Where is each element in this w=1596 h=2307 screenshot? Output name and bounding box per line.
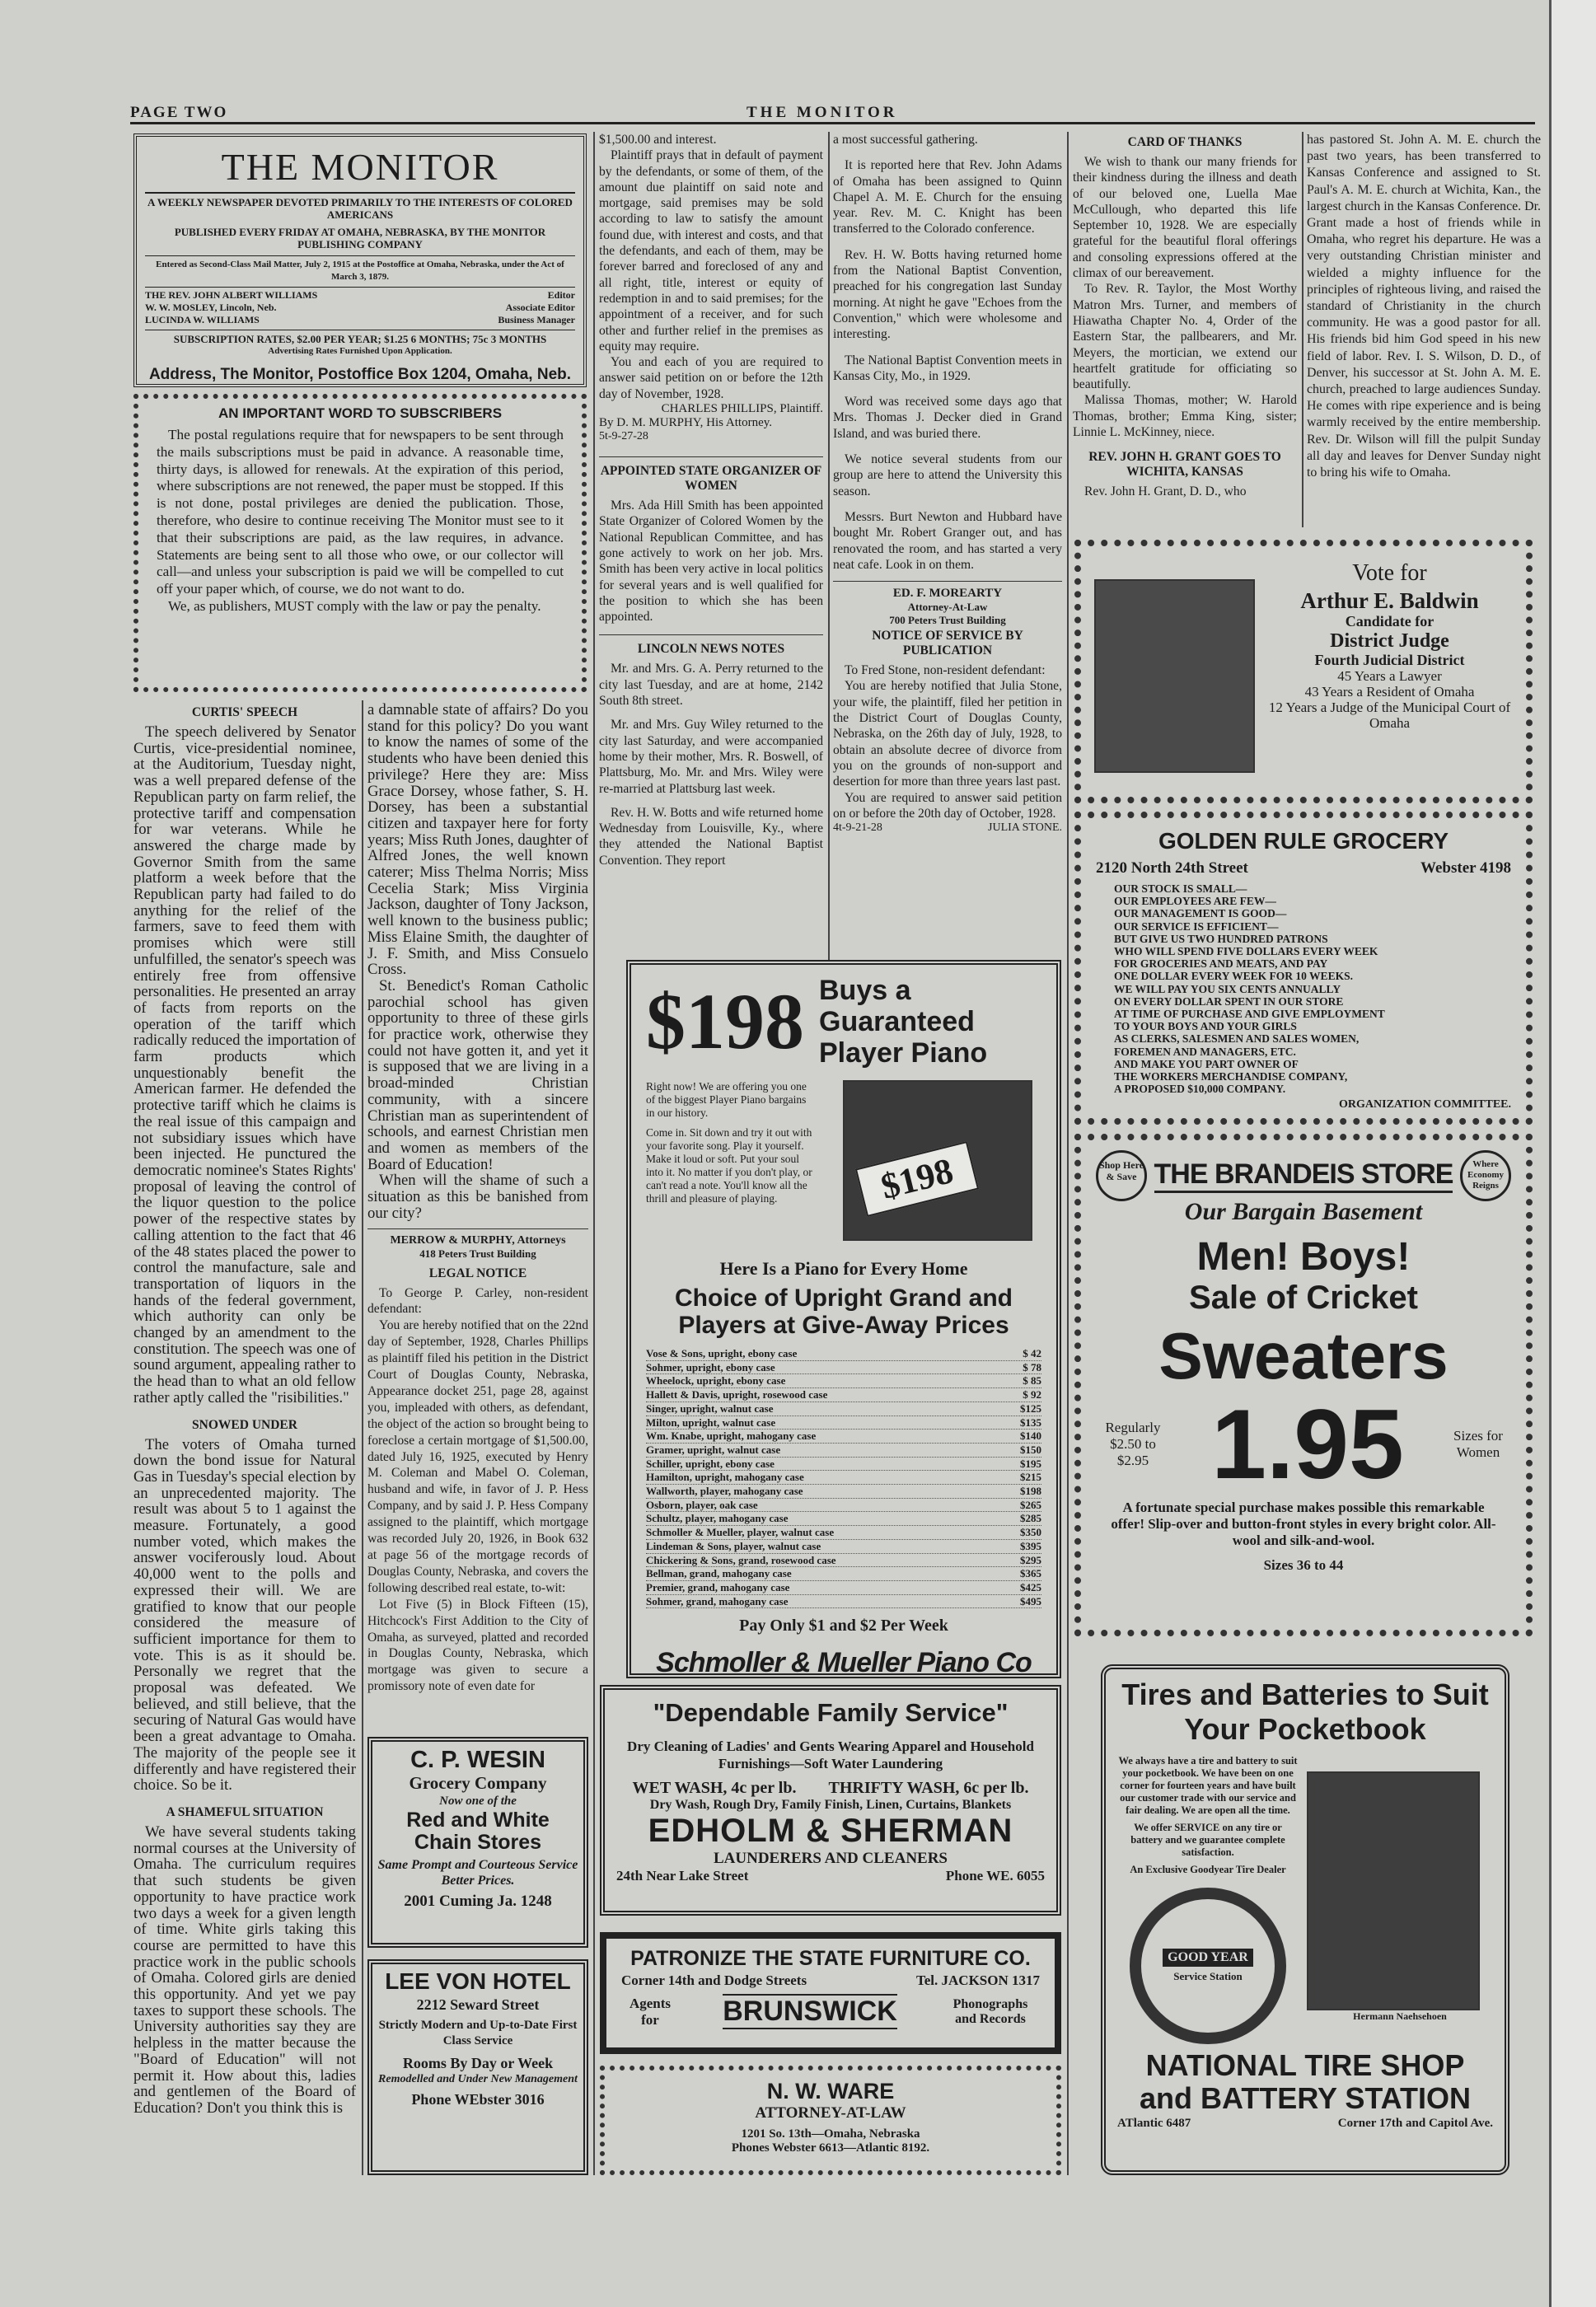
baldwin-office: District Judge <box>1330 630 1449 652</box>
ware-ad <box>600 2066 1061 2175</box>
piano-list-price: $495 <box>1020 1594 1041 1607</box>
brandeis-desc: A fortunate special purchase makes possible this remarkable offer! Slip-over and button-front styles in every bright color. All-wool and silk-and-wool. <box>1111 1500 1496 1548</box>
legal-lot: Lot Five (5) in Block Fifteen (15), Hitchcock's First Addition to the City of Omaha, as surveyed, platted and recorded in Douglas County, Nebraska, which mortgage was given to secure a promissory note of even date for <box>367 1597 588 1694</box>
baldwin-years-resident: 43 Years a Resident of Omaha <box>1304 684 1475 700</box>
golden-line: WHO WILL SPEND FIVE DOLLARS EVERY WEEK <box>1114 945 1378 958</box>
brandeis-price: 1.95 <box>1211 1389 1404 1500</box>
col-rule <box>1067 132 1069 2175</box>
masthead-entered: Entered as Second-Class Mail Matter, July 2, 1915 at the Postoffice at Omaha, Nebraska, under the Act of March 3, 1879. <box>145 255 575 283</box>
piano-list-item: Milton, upright, walnut case <box>646 1416 776 1429</box>
attorney-name: MERROW & MURPHY, Attorneys <box>390 1233 566 1247</box>
tires-service: We offer SERVICE on any tire or battery and we guarantee complete satisfaction. <box>1130 1822 1285 1858</box>
staff-name: THE REV. JOHN ALBERT WILLIAMS <box>145 289 318 301</box>
piano-list-item: Wallworth, player, mahogany case <box>646 1485 803 1498</box>
ware-title: ATTORNEY-AT-LAW <box>755 2104 906 2122</box>
golden-line: OUR SERVICE IS EFFICIENT— <box>1114 920 1279 933</box>
piano-picture <box>826 1080 1041 1245</box>
col4-continued: a most successful gathering. <box>833 133 978 147</box>
baldwin-name: Arthur E. Baldwin <box>1300 588 1479 613</box>
service-signature <box>833 821 1062 835</box>
piano-list-price: $135 <box>1020 1416 1041 1429</box>
morearty-address: 700 Peters Trust Building <box>889 614 1006 627</box>
brandeis-economy-badge: Where Economy Reigns <box>1460 1150 1511 1201</box>
service-code: 4t-9-21-28 <box>833 821 882 835</box>
piano-list-price: $195 <box>1020 1457 1041 1470</box>
golden-line: FOR GROCERIES AND MEATS, AND PAY <box>1114 957 1328 971</box>
piano-list-row <box>646 1485 1041 1499</box>
edholm-address: 24th Near Lake Street <box>616 1868 749 1884</box>
column-2 <box>367 702 588 1765</box>
golden-line: BUT GIVE US TWO HUNDRED PATRONS <box>1114 932 1328 945</box>
golden-lines <box>1096 882 1511 1095</box>
baldwin-years-judge: 12 Years a Judge of the Municipal Court of Omaha <box>1268 700 1511 731</box>
piano-list-row <box>646 1595 1041 1609</box>
wesin-now: Now one of the <box>439 1795 517 1808</box>
piano-list-item: Sohmer, upright, ebony case <box>646 1360 775 1373</box>
piano-price-tag: $198 <box>855 1141 979 1217</box>
leevon-address: 2212 Seward Street <box>416 1996 540 2013</box>
service-answer: You are required to answer said petition on or before the 20th day of October, 1928. <box>833 790 1062 821</box>
piano-price: $198 <box>646 977 804 1065</box>
col3-para: You and each of you are required to answer said petition on or before the 12th day of November, 1928. <box>599 355 823 401</box>
brandeis-men-boys: Men! Boys! <box>1196 1235 1411 1279</box>
col2-para: St. Benedict's Roman Catholic parochial school has given opportunity to three of these girls for practice work, otherwise they could not have gotten it, and yet it is supposed that we are living in a broad-minded Christian community, with a sincere Christian man as superintendent of schools, and earnest Christian men and women as members of the Board of Education! <box>367 976 588 1173</box>
col2-continued: a damnable state of affairs? Do you stand for this policy? Do you want to know the names of some of the students who have been denied this privilege? Here they are: Miss Grace Dorsey, whose father, S. H. Dorsey, has been a substantial citizen and taxpayer here for forty years; Miss Ruth Jones, daughter of Alfred Jones, the well known caterer; Miss Thelma Norris; Miss Cecelia Stark; Miss Virginia Jackson, daughter of Tony Jackson, well known to the business public; Miss Elaine Smith, the daughter of J. F. Smith, and Miss Consuelo Cross. <box>367 702 588 979</box>
wesin-address: 2001 Cuming Ja. 1248 <box>404 1893 552 1910</box>
organizer-headline: APPOINTED STATE ORGANIZER OF WOMEN <box>599 456 823 494</box>
col-rule <box>362 700 363 2175</box>
service-sig: JULIA STONE. <box>988 821 1062 835</box>
golden-line: OUR MANAGEMENT IS GOOD— <box>1114 907 1287 920</box>
column-5 <box>1073 132 1297 527</box>
furniture-ad <box>600 1932 1061 2054</box>
leevon-rooms: Rooms By Day or Week <box>402 2055 554 2071</box>
piano-list-row <box>646 1444 1041 1458</box>
masthead-title: THE MONITOR <box>221 146 499 188</box>
piano-list-row <box>646 1402 1041 1416</box>
piano-list-item: Singer, upright, walnut case <box>646 1402 774 1415</box>
golden-phone: Webster 4198 <box>1420 859 1511 877</box>
masthead-published: PUBLISHED EVERY FRIDAY AT OMAHA, NEBRASKA, BY THE MONITOR PUBLISHING COMPANY <box>174 226 546 250</box>
paper-name: THE MONITOR <box>747 104 898 121</box>
piano-list-item: Wheelock, upright, ebony case <box>646 1374 786 1387</box>
piano-list-row <box>646 1374 1041 1388</box>
golden-address-line <box>1096 859 1511 877</box>
tires-headline: Tires and Batteries to Suit Your Pocketbook <box>1121 1678 1489 1746</box>
piano-list-item: Schmoller & Mueller, player, walnut case <box>646 1526 835 1539</box>
subscribers-box <box>133 394 587 692</box>
piano-list-item: Premier, grand, mahogany case <box>646 1580 790 1593</box>
morearty-block <box>833 581 1062 627</box>
grant-continued: has pastored St. John A. M. E. church the past two years, has been transferred to Kansas Conference and assigned to St. Paul's A. M. E. church at Wichita, Kan., the largest church in the Kansas Conference. Dr. Grant made a host of friends while in Omaha, who regret his departure. He was a very outstanding Christian minister and wielded a mighty influence for the principles of righteous living, and raised the standard of Christianity in the church community. He was a good pastor for all. His friends bid him God speed in his new field of labor. Rev. I. S. Wilson, D. D., of Denver, his successor at St. John A. M. E. church, preached to large audiences Sunday. He comes with ripe experience and is being warmly received by the entire membership. Rev. Dr. Wilson will fill the pulpit Sunday all day and leaves for Denver Sunday night to bring his wife to Omaha. <box>1307 133 1541 480</box>
piano-list-price: $ 85 <box>1023 1374 1041 1387</box>
thanks-body: We wish to thank our many friends for their kindness during the illness and death of our beloved one, Luella Mae McCullough, who departed this life September 10, 1928. We are especially grateful for the beautiful floral offerings and consoling expressions offered at the climax of our bereavement. <box>1073 155 1297 281</box>
masthead-box <box>133 133 587 387</box>
piano-list-item: Osborn, player, oak case <box>646 1498 758 1511</box>
lincoln-note: Mr. and Mrs. G. A. Perry returned to the city last Tuesday, and are at home, 2142 South 8th street. <box>599 662 823 709</box>
baldwin-district: Fourth Judicial District <box>1314 652 1465 668</box>
staff-role: Business Manager <box>498 314 575 325</box>
baldwin-vote: Vote for <box>1352 560 1427 586</box>
column-4 <box>833 132 1062 956</box>
masthead-address: Address, The Monitor, Postoffice Box 1204, Omaha, Neb. <box>148 366 572 383</box>
piano-list-item: Vose & Sons, upright, ebony case <box>646 1347 798 1359</box>
piano-ad <box>626 960 1061 1678</box>
edholm-ad <box>600 1685 1061 1916</box>
piano-here: Here Is a Piano for Every Home <box>719 1258 968 1279</box>
edholm-phone: Phone WE. 6055 <box>945 1868 1045 1884</box>
leevon-ad <box>367 1959 588 2175</box>
furniture-address-line <box>621 1972 1040 1989</box>
piano-price-list <box>646 1347 1041 1608</box>
piano-list-row <box>646 1567 1041 1581</box>
tires-dealer: An Exclusive Goodyear Tire Dealer <box>1130 1864 1286 1875</box>
brandeis-name: THE BRANDEIS STORE <box>1154 1158 1453 1193</box>
col-rule <box>828 132 830 964</box>
piano-list-item: Sohmer, grand, mahogany case <box>646 1594 789 1607</box>
piano-list-item: Gramer, upright, walnut case <box>646 1443 781 1456</box>
subscribers-body: The postal regulations require that for newspapers to be sent through the mails subscriptions must be paid in advance. A reasonable time, thirty days, is allowed for renewals. At the expiration of this period, where subscriptions are not renewed, the paper must be stopped. If this is not done, postal privileges are denied the publication. Those, therefore, who desire to continue receiving The Monitor must see to it that their subscriptions are paid, as the law requires, in advance. Statements are being sent to all those who owe, or our collector will call—and unless your subscription is paid we will be compelled to cut off your paper which, of course, we do not want to do. <box>157 427 564 597</box>
piano-list-row <box>646 1540 1041 1554</box>
piano-list-row <box>646 1388 1041 1402</box>
grant-body: Rev. John H. Grant, D. D., who <box>1084 484 1247 499</box>
piano-list-row <box>646 1581 1041 1595</box>
ware-name: N. W. WARE <box>766 2079 895 2103</box>
piano-list-row <box>646 1499 1041 1513</box>
brandeis-ad <box>1074 1134 1533 1636</box>
furniture-agents: Agents for <box>629 1995 672 2028</box>
golden-signature: ORGANIZATION COMMITTEE. <box>1339 1098 1511 1111</box>
piano-list-price: $425 <box>1020 1580 1041 1593</box>
edholm-thrifty: THRIFTY WASH, 6c per lb. <box>828 1779 1029 1797</box>
legal-notice-title: LEGAL NOTICE <box>428 1266 527 1280</box>
col-rule <box>1302 132 1303 527</box>
attorney-address: 418 Peters Trust Building <box>419 1247 536 1260</box>
legal-to: To George P. Carley, non-resident defendant: <box>367 1285 588 1317</box>
snowed-headline: SNOWED UNDER <box>192 1417 297 1432</box>
piano-list-row <box>646 1458 1041 1472</box>
wesin-ad <box>367 1737 588 1948</box>
thanks-signature: Malissa Thomas, mother; W. Harold Thomas, brother; Emma King, sister; Linnie L. McKinney, niece. <box>1073 393 1297 440</box>
piano-list-row <box>646 1416 1041 1430</box>
golden-line: AND MAKE YOU PART OWNER OF <box>1114 1057 1299 1070</box>
masthead-advert: Advertising Rates Furnished Upon Application. <box>268 346 452 356</box>
column-3 <box>599 132 823 964</box>
staff-name: W. W. MOSLEY, Lincoln, Neb. <box>145 302 277 313</box>
col3-continued: $1,500.00 and interest. <box>599 133 717 147</box>
curtis-body: The speech delivered by Senator Curtis, vice-presidential nominee, at the Auditorium, Tuesday night, was a well prepared defense of the Republican party on farm relief, the protective tariff and compensation for war veterans. While he answered the charge made by Governor Smith from the same platform a week before that the Republican party had failed to do anything for the relief of the farmers, save to feed them with promises which were still unfulfilled, the senator's speech was entirely free from offensive personalities. He presented an array of facts from reports on the operation of the tariff which radically reduced the importation of farm products which unquestionably benefit the American farmer. He defended the protective tariff which he claims is the real issue of this campaign and not subsidiary issues which have been injected. He punctured the democratic nominee's States Rights' proposal of leaving the control of the liquor question to the police power of the respective states by calling attention to the fact that 46 of the 48 states placed the power to control the manufacture, sale and transportation of liquors in the hands of the federal government, which authority can only be changed by an amendment to the constitution. The speech was one of sound argument, appealing rather to the head than to what an old fellow rather aptly called the "risibilities." <box>133 723 356 1406</box>
golden-line: WE WILL PAY YOU SIX CENTS ANNUALLY <box>1114 982 1341 995</box>
service-notice-title: NOTICE OF SERVICE BY PUBLICATION <box>872 629 1023 658</box>
golden-address: 2120 North 24th Street <box>1096 859 1248 877</box>
piano-intro: Right now! We are offering you one of the biggest Player Piano bargains in our history. <box>646 1080 807 1119</box>
golden-line: AS CLERKS, SALESMEN AND SALES WOMEN, <box>1114 1032 1360 1046</box>
morearty-title: Attorney-At-Law <box>907 601 988 614</box>
curtis-headline: CURTIS' SPEECH <box>191 705 298 719</box>
tires-corner: Corner 17th and Capitol Ave. <box>1337 2117 1493 2130</box>
wesin-company: Grocery Company <box>409 1773 547 1793</box>
brandeis-regular: Regularly $2.50 to $2.95 <box>1105 1420 1161 1468</box>
tires-footer <box>1117 2117 1493 2131</box>
piano-list-row <box>646 1347 1041 1361</box>
brandeis-sweaters: Sweaters <box>1158 1319 1449 1392</box>
tires-shop: NATIONAL TIRE SHOP and BATTERY STATION <box>1140 2048 1471 2115</box>
furniture-brand: BRUNSWICK <box>723 1994 897 2029</box>
service-body: You are hereby notified that Julia Stone, your wife, the plaintiff, filed her petition in the District Court of Douglas County, Nebraska, on the 26th day of July, 1928, to obtain an absolute decree of divorce from you on the grounds of non-support and desertion for more than three years last past. <box>833 679 1062 789</box>
piano-list-item: Hallett & Davis, upright, rosewood case <box>646 1388 828 1402</box>
organizer-body: Mrs. Ada Hill Smith has been appointed State Organizer of Colored Women by the National Republican Committee, and has gone actively to work on her job. Mrs. Smith has been very active in local politics for several years and is well qualified for the position to which she has been appointed. <box>599 498 823 625</box>
wesin-service: Same Prompt and Courteous Service Better Prices. <box>377 1858 578 1888</box>
piano-list-item: Chickering & Sons, grand, rosewood case <box>646 1553 836 1566</box>
attorney-block <box>367 1228 588 1261</box>
edholm-footer <box>616 1868 1045 1884</box>
brandeis-sub: Our Bargain Basement <box>1184 1198 1423 1225</box>
header-rule <box>130 122 1535 124</box>
piano-come: Come in. Sit down and try it out with your favorite song. Play it yourself. Make it loud or soft. Put your soul into it. No matter if you don't play, or can't read a note. You'll know all the thrill and pleasure of playing. <box>646 1126 812 1205</box>
morearty-name: ED. F. MOREARTY <box>892 587 1003 601</box>
tires-body: We always have a tire and battery to suit your pocketbook. We have been on one corner for fourteen years and have built our customer trade with our service and fair dealing. We are open all the time. <box>1118 1755 1298 1816</box>
piano-list-item: Wm. Knabe, upright, mahogany case <box>646 1430 817 1443</box>
piano-list-item: Schultz, player, mahogany case <box>646 1512 789 1525</box>
col4-para: We notice several students from our group are here to attend the University this season. <box>833 452 1062 498</box>
furniture-headline: PATRONIZE THE STATE FURNITURE CO. <box>630 1947 1031 1970</box>
piano-company: Schmoller & Mueller Piano Co <box>656 1647 1032 1678</box>
brandeis-sizes: Sizes 36 to 44 <box>1263 1557 1344 1573</box>
piano-list-price: $ 42 <box>1023 1347 1041 1359</box>
golden-line: TO YOUR BOYS AND YOUR GIRLS <box>1114 1020 1297 1033</box>
golden-line: OUR STOCK IS SMALL— <box>1114 882 1247 895</box>
masthead-tagline: A WEEKLY NEWSPAPER DEVOTED PRIMARILY TO THE INTERESTS OF COLORED AMERICANS <box>145 192 575 221</box>
golden-line: AT TIME OF PURCHASE AND GIVE EMPLOYMENT <box>1114 1008 1385 1021</box>
col4-para: It is reported here that Rev. John Adams of Omaha has been assigned to Quinn Chapel A. M. E. Church for the ensuing year. Rev. M. C. Knight has been transferred to the Colorado conference. <box>833 158 1062 236</box>
piano-list-row <box>646 1471 1041 1485</box>
wesin-name: C. P. WESIN <box>410 1747 545 1773</box>
thanks-body: To Rev. R. Taylor, the Most Worthy Matron Mrs. Turner, and members of Hiawatha Chapter No. 4, Order of the Eastern Star, the pallbearers, and Mr. Meyers, the mortician, we extend our heartfelt gratitude for officiating so beautifully. <box>1073 282 1297 392</box>
goodyear-station: Service Station <box>1173 1970 1243 1982</box>
tires-phone: ATlantic 6487 <box>1117 2117 1191 2130</box>
edholm-dry: Dry Wash, Rough Dry, Family Finish, Linen, Curtains, Blankets <box>649 1798 1012 1812</box>
piano-list-price: $ 92 <box>1023 1388 1041 1402</box>
shameful-headline: A SHAMEFUL SITUATION <box>166 1805 324 1819</box>
subscribers-closing: We, as publishers, MUST comply with the law or pay the penalty. <box>168 597 541 614</box>
golden-line: FOREMEN AND MANAGERS, ETC. <box>1114 1045 1296 1058</box>
piano-list-item: Schiller, upright, ebony case <box>646 1457 775 1470</box>
col4-para: Rev. H. W. Botts having returned home from the National Baptist Convention, preached for his congregation last Sunday morning. At night he gave "Echoes from the Convention," which were wholesome and interesting. <box>833 247 1062 342</box>
staff-name: LUCINDA W. WILLIAMS <box>145 314 260 325</box>
column-6 <box>1307 132 1541 527</box>
baldwin-candidate: Candidate for <box>1345 613 1435 629</box>
piano-list-row <box>646 1361 1041 1375</box>
lincoln-note: Rev. H. W. Botts and wife returned home Wednesday from Louisville, Ky., where they attended the National Baptist Convention. They report <box>599 805 823 868</box>
baldwin-ad <box>1074 540 1533 803</box>
piano-list-row <box>646 1430 1041 1444</box>
brandeis-sizes-women: Sizes for Women <box>1453 1428 1503 1460</box>
shameful-body: We have several students taking normal courses at the University of Omaha. The curriculum requires that such students be given opportunity to have practice work two days a week for a given length of time. White girls taking this course are permitted to have this practice work in the public schools of Omaha. Colored girls are denied this opportunity. And yet we pay taxes to support these schools. The University authorities say they are helpless in the matter because the "Board of Education" will not permit it. How about this, ladies and gentlemen of the Board of Education? Don't you think this is <box>133 1823 356 2117</box>
brandeis-shop-badge: Shop Here & Save <box>1096 1150 1147 1201</box>
furniture-phono: Phonographs and Records <box>952 1996 1028 2026</box>
edholm-sub: LAUNDERERS AND CLEANERS <box>714 1850 948 1867</box>
lincoln-headline: LINCOLN NEWS NOTES <box>599 634 823 657</box>
furniture-address: Corner 14th and Dodge Streets <box>621 1972 807 1988</box>
piano-list-price: $125 <box>1020 1402 1041 1415</box>
piano-list-price: $295 <box>1020 1553 1041 1566</box>
edholm-rates <box>616 1779 1045 1798</box>
col3-para: Plaintiff prays that in default of payment by the defendants, or some of them, of the amount due plaintiff on said note and mortgage, said premises may be sold according to law to satisfy the amount found due, with interest and costs, and that the defendants, and each of them, may be forever barred and foreclosed of any and all right, title, interest or equity of redemption in and to said premises; for the appointment of a receiver, and for such other and further relief in the premises as equity may require. <box>599 148 823 353</box>
piano-list-price: $140 <box>1020 1430 1041 1443</box>
tires-ad <box>1101 1664 1509 2175</box>
furniture-agents-line <box>621 1994 1040 2029</box>
grant-headline: REV. JOHN H. GRANT GOES TO WICHITA, KANSAS <box>1088 450 1281 480</box>
subscribers-title: AN IMPORTANT WORD TO SUBSCRIBERS <box>218 405 503 421</box>
staff-role: Associate Editor <box>505 302 575 313</box>
staff-role: Editor <box>547 289 575 301</box>
leevon-remodel: Remodelled and Under New Management <box>378 2073 578 2085</box>
golden-name: GOLDEN RULE GROCERY <box>1158 828 1449 854</box>
baldwin-years-lawyer: 45 Years a Lawyer <box>1337 668 1442 684</box>
masthead-rates: SUBSCRIPTION RATES, $2.00 PER YEAR; $1.25 6 MONTHS; 75c 3 MONTHS <box>145 330 575 345</box>
piano-list-price: $285 <box>1020 1512 1041 1525</box>
goodyear-label: GOOD YEAR <box>1163 1949 1253 1967</box>
snowed-body: The voters of Omaha turned down the bond issue for Natural Gas in Tuesday's special election by an unprecedented majority. The result was about 5 to 1 against the measure. Fortunately, a good number voted, which makes the answer vociferously loud. About 40,000 went to the polls and expressed their will. We are gratified to know that our people considered the measure of sufficient importance for them to vote. This is as it should be. Personally we regret that the proposal was defeated. We believed, and still believe, that the securing of Natural Gas would have been a great advantage to Omaha. The majority of the people see it differently and have registered their choice. So be it. <box>133 1435 356 1795</box>
piano-list-row <box>646 1554 1041 1568</box>
brandeis-sale: Sale of Cricket <box>1189 1280 1418 1316</box>
col4-para: Messrs. Burt Newton and Hubbard have bought Mr. Robert Granger out, and has renovated the room, and has started a very neat cafe. Look in on them. <box>833 509 1062 572</box>
ware-phone: Phones Webster 6613—Atlantic 8192. <box>731 2141 930 2155</box>
owner-portrait <box>1307 1771 1480 2010</box>
masthead-phone <box>145 384 575 387</box>
col4-para: The National Baptist Convention meets in Kansas City, Mo., in 1929. <box>833 353 1062 383</box>
golden-line: THE WORKERS MERCHANDISE COMPANY, <box>1114 1070 1348 1083</box>
piano-payment: Pay Only $1 and $2 Per Week <box>739 1617 948 1635</box>
baldwin-portrait <box>1094 579 1255 773</box>
golden-line: A PROPOSED $10,000 COMPANY. <box>1114 1083 1286 1096</box>
goodyear-tire-icon <box>1130 1888 1286 2044</box>
edholm-name: EDHOLM & SHERMAN <box>648 1813 1013 1849</box>
col3-code: 5t-9-27-28 <box>599 430 648 443</box>
column-1 <box>133 702 356 2152</box>
col2-para: When will the shame of such a situation as this be banished from our city? <box>367 1172 588 1222</box>
piano-list-price: $395 <box>1020 1539 1041 1552</box>
edholm-desc: Dry Cleaning of Ladies' and Gents Wearing Apparel and Household Furnishings—Soft Water Laundering <box>627 1738 1034 1771</box>
piano-list-price: $365 <box>1020 1567 1041 1580</box>
thanks-headline: CARD OF THANKS <box>1127 135 1243 149</box>
page-number: PAGE TWO <box>130 104 228 121</box>
golden-rule-ad <box>1074 812 1533 1125</box>
piano-list-price: $ 78 <box>1023 1360 1041 1373</box>
leevon-phone: Phone WEbster 3016 <box>411 2091 545 2108</box>
legal-body: You are hereby notified that on the 22nd day of September, 1928, Charles Phillips as plaintiff filed his petition in the District Court of Douglas County, Nebraska, Appearance docket 251, page 28, against you, impleaded with others, as defendant, the object of the action so brought being to foreclose a certain mortgage of $1,500.00, dated July 16, 1925, executed by Henry M. Coleman and Mabel O. Coleman, husband and wife, in favor of J. P. Hess Company, and by said J. P. Hess Company assigned to the plaintiff, which mortgage was recorded July 20, 1926, in Book 632 at page 56 of the mortgage records of Douglas County, Nebraska, and covers the following described real estate, to-wit: <box>367 1318 588 1595</box>
piano-list-price: $265 <box>1020 1498 1041 1511</box>
service-to: To Fred Stone, non-resident defendant: <box>845 663 1046 678</box>
col3-signature: CHARLES PHILLIPS, Plaintiff. <box>661 402 823 416</box>
piano-list-item: Lindeman & Sons, player, walnut case <box>646 1539 821 1552</box>
piano-headline: Buys a Guaranteed Player Piano <box>819 975 988 1069</box>
golden-line: ONE DOLLAR EVERY WEEK FOR 10 WEEKS. <box>1114 970 1353 983</box>
col4-para: Word was received some days ago that Mrs. Thomas J. Decker died in Grand Island, and was buried there. <box>833 395 1062 441</box>
edholm-wet: WET WASH, 4c per lb. <box>632 1779 797 1797</box>
wesin-chain: Red and White Chain Stores <box>406 1809 550 1854</box>
leevon-strict: Strictly Modern and Up-to-Date First Class Service <box>378 2019 578 2047</box>
piano-list-price: $350 <box>1020 1526 1041 1539</box>
owner-caption: Hermann Naehsehoen <box>1353 2010 1447 2022</box>
ware-address: 1201 So. 13th—Omaha, Nebraska <box>741 2127 920 2141</box>
piano-list-row <box>646 1526 1041 1540</box>
masthead-staff <box>145 287 575 326</box>
piano-choice: Choice of Upright Grand and Players at Give-Away Prices <box>675 1285 1013 1339</box>
piano-list-price: $198 <box>1020 1485 1041 1498</box>
piano-list-price: $215 <box>1020 1471 1041 1484</box>
golden-line: ON EVERY DOLLAR SPENT IN OUR STORE <box>1114 994 1344 1008</box>
piano-list-row <box>646 1512 1041 1526</box>
col3-by: By D. M. MURPHY, His Attorney. <box>599 416 773 430</box>
piano-list-price: $150 <box>1020 1443 1041 1456</box>
edholm-headline: "Dependable Family Service" <box>653 1698 1009 1727</box>
page-edge <box>1549 0 1596 2307</box>
golden-line: OUR EMPLOYEES ARE FEW— <box>1114 895 1276 908</box>
piano-list-item: Hamilton, upright, mahogany case <box>646 1471 804 1484</box>
leevon-name: LEE VON HOTEL <box>385 1968 571 1994</box>
lincoln-note: Mr. and Mrs. Guy Wiley returned to the city last Saturday, and were accompanied home by their mother, Mrs. R. Boswell, of Plattsburg, Mo. Mr. and Mrs. Wiley were re-married at Plattsburg last week. <box>599 718 823 796</box>
furniture-tel: Tel. JACKSON 1317 <box>915 1972 1040 1988</box>
col-rule <box>593 132 595 2175</box>
piano-list-item: Bellman, grand, mahogany case <box>646 1567 792 1580</box>
